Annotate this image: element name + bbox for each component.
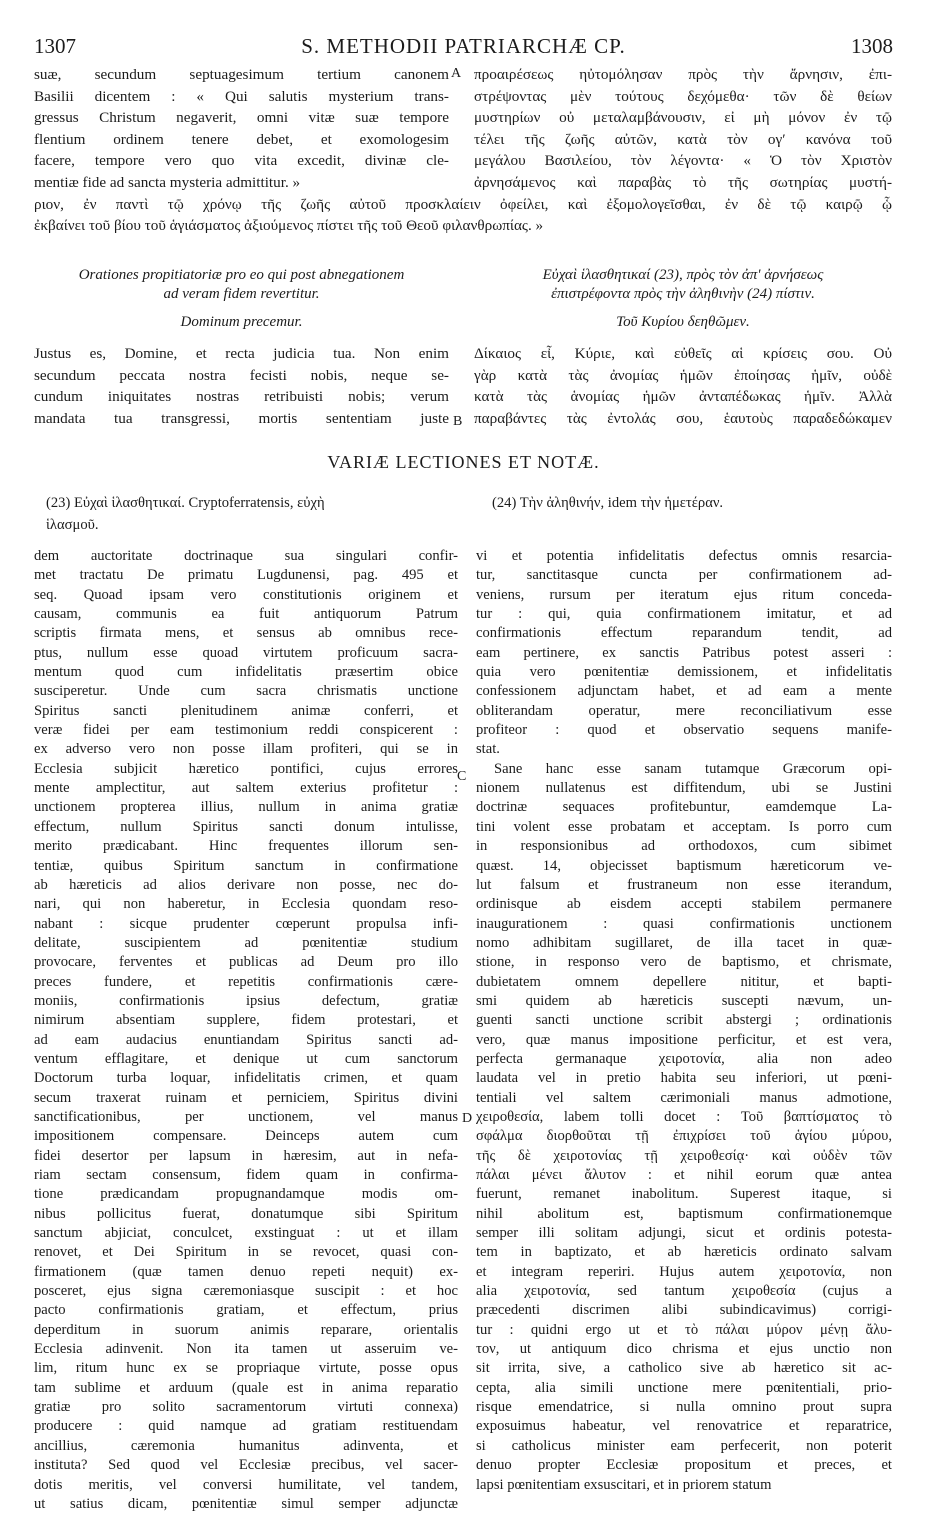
text-line: confessionem adjunctam habet, et ad eam a mente xyxy=(476,683,892,700)
text-line: στρέψοντας μὲν τούτους δεχόμεθα· τῶν δὲ θείων xyxy=(474,87,892,105)
text-line: παραβάντες τὰς ἐντολάς σου, ἑαυτοὺς παραδεδώκαμεν xyxy=(474,409,892,427)
text-line: met tractatu De primatu Lugdunensi, pag. 495 et xyxy=(34,567,458,584)
text-line: nari, qui non haberetur, in Ecclesia quondam reso- xyxy=(34,896,458,913)
text-line: σφάλμα διορθοῦται τῇ ἐπιχρίσει τοῦ ἁγίου μύρου, xyxy=(476,1128,892,1145)
note-line: (23) Εὐχαὶ ἱλασθητικαί. Cryptoferratensis, εὐχὴ xyxy=(46,495,325,511)
text-line: risque emendatrice, si nulla omnino prout supra xyxy=(476,1399,892,1416)
text-line: inaugurationem : quasi confirmationis unctionem xyxy=(476,915,892,932)
text-line: effectum, nullum Spiritus sancti donum intulisse, xyxy=(34,818,458,835)
commentary-right-column xyxy=(476,547,892,1495)
text-line: suæ, secundum septuagesimum tertium canonem xyxy=(34,66,449,83)
commentary-left-column xyxy=(34,547,458,1514)
text-line: stat. xyxy=(476,741,500,758)
margin-letter-b: B xyxy=(453,414,463,429)
text-line: quia vero pœnitentiæ demissionem, et infidelitatis xyxy=(476,664,892,681)
heading-line: Εὐχαὶ ἱλασθητικαί (23), πρὸς τὸν ἀπ' ἀρνήσεως xyxy=(542,267,824,283)
text-line: ex adverso vero non posse illam profiteri, qui se in xyxy=(34,741,458,758)
text-line: et integram reperiri. Hujus autem χειροτονία, non xyxy=(476,1263,892,1280)
page-number-left: 1307 xyxy=(34,34,76,58)
text-line: flentium ordinem tenere debet, et exomologesim xyxy=(34,130,449,148)
text-line: provocare, ferventes et publicas ad Deum pro illo xyxy=(34,954,458,971)
text-line: præcedenti discrimen alibi subindicavimus) corrigi- xyxy=(476,1302,892,1319)
text-line: mentum quod cum infidelitatis præsertim obice xyxy=(34,664,458,681)
text-line: nimirum absentiam supplere, fidem protestari, et xyxy=(34,1012,458,1029)
text-line: fuerunt, remanet inabolitum. Superest itaque, si xyxy=(476,1186,892,1203)
text-line: profiteor : quod et observatio sequens manife- xyxy=(476,722,892,739)
text-line: in responsionibus ad orthodoxos, cum sibimet xyxy=(476,838,892,855)
text-line: tem in baptizato, et ab hæreticis ordinato salvam xyxy=(476,1244,892,1261)
text-line: Ecclesia subjicit hæretico pontifici, cujus errores xyxy=(34,760,458,777)
text-line: eam pertinere, ex sanctis Patribus potest asseri : xyxy=(476,644,892,661)
text-line: impositionem compensare. Deinceps autem cum xyxy=(34,1128,458,1145)
text-line: sit irrita, sive, a catholico sive ab hæretico sit ac- xyxy=(476,1360,892,1377)
text-line: ab hæreticis ad alios derivare non posse, nec do- xyxy=(34,876,458,893)
text-line: vero, quæ manus impositione perficitur, et est vera, xyxy=(476,1031,892,1048)
text-line: nihil abolitum est, baptismum confirmationemque xyxy=(476,1205,892,1222)
latin-prayer-heading xyxy=(34,266,449,304)
text-line: posceret, ejus signa cæremoniasque suscipit : et hoc xyxy=(34,1283,458,1300)
text-line: scriptis firmata mens, et sensus ab omnibus rece- xyxy=(34,625,458,642)
text-line: merito prædicabant. Hinc frequentes illorum sen- xyxy=(34,838,458,855)
text-line: veræ fidei per eam testimonium reddi conspicerent : xyxy=(34,722,458,739)
text-line: tentiæ, quibus Spiritum sanctum in confirmatione xyxy=(34,857,458,874)
text-line: πάλαι μένει ἄλυτον : et nihil eorum quæ antea xyxy=(476,1167,892,1183)
text-line: tentiali vel saltem cærimoniali manus admotione, xyxy=(476,1089,892,1106)
text-line: ad eam audacius enuntiandam Spiritus sancti ad- xyxy=(34,1031,458,1048)
note-24 xyxy=(492,494,892,516)
text-line: secundum peccata nostra fecisti nobis, neque se- xyxy=(34,366,449,384)
text-line: facere, tempore vero quo vita excedit, divinæ cle- xyxy=(34,152,449,170)
text-line: tur : quidni ergo ut et τὸ πάλαι μύρον μένῃ ἄλυ- xyxy=(476,1321,892,1338)
text-line: tini volent esse probatam et acceptam. Is porro cum xyxy=(476,818,892,835)
text-line: secum traxerat ruinam et perniciem, Spiritus divini xyxy=(34,1089,458,1106)
text-line: τον, ut antiquum dico chrisma et ejus unctio non xyxy=(476,1341,892,1358)
text-line: τέλει τῆς ζωῆς αὐτῶν, κατὰ τὸν ογʹ κανόνα τοῦ xyxy=(474,130,892,148)
text-line: ut satius dicam, pœnitentiæ simul semper adjunctæ xyxy=(34,1495,458,1512)
text-line: ventum efflagitare, et denique ut cum sanctorum xyxy=(34,1050,458,1067)
latin-text-top xyxy=(34,64,449,194)
text-line: cepta, alia simili unctione mere pœnitentiali, prio- xyxy=(476,1379,892,1396)
text-line: Δίκαιος εἶ, Κύριε, καὶ εὐθεῖς αἱ κρίσεις σου. Οὐ xyxy=(474,345,892,362)
text-line: stione, in responso vero de baptismo, et chrismate, xyxy=(476,954,892,971)
text-line: dubietatem omnem depellere nititur, et bapti- xyxy=(476,973,892,990)
note-line: (24) Τὴν ἀληθινήν, idem τὴν ἡμετέραν. xyxy=(492,495,724,511)
text-line: fidei desertor per lapsum in hæresim, aut in nefa- xyxy=(34,1147,458,1164)
text-line: mandata tua transgressi, mortis sententiam juste xyxy=(34,409,449,427)
text-line: seq. Quoad ipsam vero constitutionis originem et xyxy=(34,586,458,603)
text-line: riam sectam consensum, fidem quam in confirma- xyxy=(34,1167,458,1183)
text-line: tur, sanctitasque cuncta per confirmationem ad- xyxy=(476,567,892,584)
text-line: firmationem (quæ tamen denuo repeti nequit) ex- xyxy=(34,1263,458,1280)
text-line: Basilii dicentem : « Qui salutis mysterium trans- xyxy=(34,87,449,105)
text-line: confirmationis effectum reparandum tendit, ad xyxy=(476,625,892,642)
heading-line: ἐπιστρέφοντα πρὸς τὴν ἀληθινὴν (24) πίστιν. xyxy=(551,286,815,302)
running-title: S. METHODII PATRIARCHÆ CP. xyxy=(301,34,626,58)
heading-line: Orationes propitiatoriæ pro eo qui post abnegationem xyxy=(78,267,405,283)
text-line: doctrinæ sequaces profitebuntur, eamdemque La- xyxy=(476,799,892,816)
section-heading: VARIÆ LECTIONES ET NOTÆ. xyxy=(327,452,600,472)
text-line: ancillius, cæremonia humanitus adinventa, et xyxy=(34,1437,458,1454)
text-line: si catholicus minister eam perfecerit, non poterit xyxy=(476,1437,892,1454)
text-line: nibus pollicitus fuerat, donatumque sibi Spiritum xyxy=(34,1205,458,1222)
margin-letter-a: A xyxy=(451,66,462,81)
greek-prayer-subheading: Τοῦ Κυρίου δεηθῶμεν. xyxy=(616,314,750,330)
text-line: tur : qui, quia confirmationem imitatur, et ad xyxy=(476,606,892,623)
text-line: Doctorum turba loquar, infidelitatis crimen, et quam xyxy=(34,1070,458,1087)
text-line: vi et potentia infidelitatis defectus omnis resarcia- xyxy=(476,548,892,564)
latin-prayer-text xyxy=(34,343,449,429)
text-line: lim, ritum hunc ex se propriaque virtute, posse opus xyxy=(34,1360,458,1377)
heading-line: ad veram fidem revertitur. xyxy=(163,286,320,302)
text-line: τῆς δὲ χειροτονίας τῇ χειροθεσίᾳ· καὶ οὐδὲν τῶν xyxy=(476,1147,892,1164)
text-line: προαιρέσεως ηὐτομόλησαν πρὸς τὴν ἄρνησιν, ἐπι- xyxy=(474,66,892,83)
text-line: gressus Christum negaverit, omni vitæ suæ tempore xyxy=(34,109,449,127)
text-line: tione prædicandam propugnandamque modis om- xyxy=(34,1186,458,1203)
text-line: alia χειροτονία, sed tantum χειροθεσία (cujus a xyxy=(476,1283,892,1300)
greek-text-top xyxy=(474,64,892,194)
margin-letter-c: C xyxy=(457,769,467,784)
text-line: exposuimus habeatur, vel renovatrice et reparatrice, xyxy=(476,1418,892,1435)
text-line: nionem nullatenus est diffitendum, ubi se Justini xyxy=(476,780,892,797)
text-line: nabant : sicque prudenter cœperunt propulsa infi- xyxy=(34,915,458,932)
text-line: ἀρνησάμενος καὶ παραβὰς τὸ τῆς σωτηρίας μυστή- xyxy=(474,173,892,191)
note-line: ἱλασμοῦ. xyxy=(46,516,99,533)
text-line: unctionem propterea illius, nullum in anima gratiæ xyxy=(34,799,458,816)
margin-letter-d: D xyxy=(462,1111,473,1126)
text-line: pacto confirmationis gratiam, et effectum, prius xyxy=(34,1302,458,1319)
text-line: mente amplectitur, aut saltem exterius profitetur : xyxy=(34,780,458,797)
page-number-right: 1308 xyxy=(851,34,893,58)
text-line: lapsi pœnitentiam exsuscitari, et in priorem statum xyxy=(476,1476,772,1493)
text-line: quæst. 14, objecisset baptismum hæreticorum ve- xyxy=(476,857,892,874)
text-line: Sane hanc esse sanam tutamque Græcorum opi- xyxy=(494,760,892,777)
note-23 xyxy=(46,494,456,537)
greek-prayer-heading xyxy=(474,266,892,304)
text-line: veniens, rursum per iteratum ejus ritum conceda- xyxy=(476,586,892,603)
text-line: obliterandam operatur, mere reconciliativum esse xyxy=(476,702,892,719)
text-line: ordinisque ab eisdem accepti stabilem permanere xyxy=(476,896,892,913)
text-line: guenti sancti unctione scribit abstergi ; ordinationis xyxy=(476,1012,892,1029)
text-line: laudata vel in pretio habita seu inferiori, ut pœni- xyxy=(476,1070,892,1087)
text-line: Ecclesia adinvenit. Non ita tamen ut asseruim ve- xyxy=(34,1341,458,1358)
text-line: μεγάλου Βασιλείου, τὸν λέγοντα· « Ὁ τὸν Χριστὸν xyxy=(474,152,892,170)
text-line: gratiæ pro solito sacramentorum virtuti connexa) xyxy=(34,1399,458,1416)
text-line: tam sublime et arduum (quale est in anima reparatio xyxy=(34,1379,458,1396)
text-line: instituta? Sed quod vel Ecclesiæ precibus, vel sacer- xyxy=(34,1457,458,1474)
text-line: perfecta germanaque χειροτονία, alia non adeo xyxy=(476,1050,892,1067)
text-line: mentiæ fide ad sancta mysteria admittitur. » xyxy=(34,173,301,191)
text-line: cundum iniquitates nostras retribuisti nobis; verum xyxy=(34,388,449,406)
text-line: sanctum abjiciat, conculcet, exstinguat : ut et illam xyxy=(34,1225,458,1242)
text-line: ριον, ἐν παντὶ τῷ χρόνῳ τῆς ζωῆς αὐτοῦ προσκλαίειν ὀφείλει, καὶ ἐξομολογεῖσθαι, ἐν δὲ τῷ καιρῷ ᾧ xyxy=(34,195,892,213)
text-line: renovet, et Dei Spiritum in se revocet, quasi con- xyxy=(34,1244,458,1261)
text-line: dotis meritis, vel conversi humilitate, vel tandem, xyxy=(34,1476,458,1493)
greek-text-full-width xyxy=(34,194,892,237)
text-line: susciperetur. Unde cum sacra chrismatis unctione xyxy=(34,683,458,700)
text-line: χειροθεσία, labem tolli docet : Τοῦ βαπτίσματος τὸ xyxy=(476,1108,892,1125)
text-line: deperditum in suorum animis reparare, orientalis xyxy=(34,1321,458,1338)
text-line: Justus es, Domine, et recta judicia tua. Non enim xyxy=(34,345,449,362)
text-line: sanctificationibus, per unctionem, vel manus xyxy=(34,1108,458,1125)
text-line: lut falsum et frustraneum non esse iterandum, xyxy=(476,876,892,893)
text-line: semper illi solitam adjungi, sicut et ordinis potesta- xyxy=(476,1225,892,1242)
text-line: preces fundere, et repetitis confirmationis cære- xyxy=(34,973,458,990)
text-line: causam, communis ea fuit antiquorum Patrum xyxy=(34,606,458,623)
latin-prayer-subheading: Dominum precemur. xyxy=(180,314,303,330)
text-line: smi quidem ab hæreticis suscepti nævum, un- xyxy=(476,992,892,1009)
text-line: delitate, suscipientem ad pœnitentiæ studium xyxy=(34,934,458,951)
text-line: ἐκβαίνει τοῦ βίου τοῦ ἁγιάσματος ἀξιούμενος πίστει τῆς τοῦ Θεοῦ φιλανθρωπίας. » xyxy=(34,217,544,235)
greek-prayer-text xyxy=(474,343,892,429)
text-line: κατὰ τὰς ἁνομίας ἡμῶν ἀνταπέδωκας ἡμῖν. Ἀλλὰ xyxy=(474,388,892,406)
text-line: producere : quid namque ad gratiam restituendam xyxy=(34,1418,458,1435)
text-line: μυστηρίων οὐ μεταλαμβάνουσιν, εἰ μὴ μόνον ἐν τῷ xyxy=(474,109,892,127)
text-line: nomo adhibitam sugillaret, de illa tacet in quæ- xyxy=(476,934,892,951)
text-line: moniis, confirmationis ipsius defectum, gratiæ xyxy=(34,992,458,1009)
text-line: γὰρ κατὰ τὰς ἀνομίας ἡμῶν ἐποίησας ἡμῖν, οὐδὲ xyxy=(474,366,892,384)
page-header xyxy=(34,34,893,60)
text-line: ptus, nullum esse quoad virtutem proficuum sacra- xyxy=(34,644,458,661)
text-line: Spiritus sancti plenitudinem animæ conferri, et xyxy=(34,702,458,719)
text-line: dem auctoritate doctrinaque sua singulari confir- xyxy=(34,548,458,564)
text-line: denuo propter Ecclesiæ propositum et preces, et xyxy=(476,1457,892,1474)
